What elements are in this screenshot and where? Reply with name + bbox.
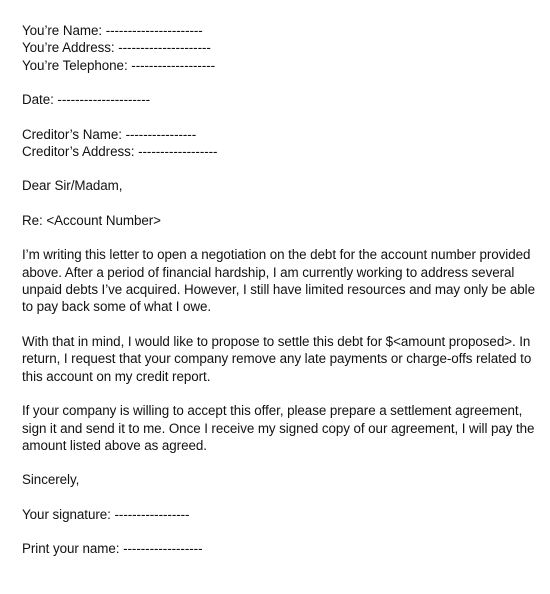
spacer (22, 195, 536, 212)
date-line: Date: --------------------- (22, 92, 151, 108)
creditor-name-line: Creditor’s Name: ---------------- (22, 126, 197, 142)
body-paragraph-2: With that in mind, I would like to propose to settle this debt for $<amount proposed>. In return, I request that your company remove any late payments or charge-offs related to this account on my credit report. (22, 333, 532, 384)
closing: Sincerely, (22, 472, 80, 488)
spacer (22, 385, 536, 402)
sender-address-line: You’re Address: --------------------- (22, 40, 211, 56)
signature-line: Your signature: ----------------- (22, 506, 190, 522)
spacer (22, 109, 536, 126)
spacer (22, 489, 536, 506)
spacer (22, 74, 536, 91)
sender-details (22, 22, 536, 74)
print-name-line: Print your name: ------------------ (22, 541, 203, 557)
spacer (22, 454, 536, 471)
reference-line: Re: <Account Number> (22, 212, 161, 228)
spacer (22, 229, 536, 246)
sender-name-line: You’re Name: ---------------------- (22, 23, 203, 38)
spacer (22, 160, 536, 177)
body-paragraph-1: I’m writing this letter to open a negotiation on the debt for the account number provided above. After a period of financial hardship, I am currently working to address several unpaid debts I’ve acquired. However, I still have limited resources and may only be able to pay back some of what I owe. (22, 247, 535, 315)
creditor-address-line: Creditor’s Address: ------------------ (22, 144, 218, 160)
sender-telephone-line: You’re Telephone: ------------------- (22, 57, 216, 73)
creditor-details (22, 126, 536, 161)
body-paragraph-3: If your company is willing to accept this offer, please prepare a settlement agreement, sign it and send it to me. Once I receive my signed copy of our agreement, I will pay the amount listed above as agreed. (22, 403, 535, 453)
salutation: Dear Sir/Madam, (22, 178, 123, 194)
spacer (22, 523, 536, 540)
spacer (22, 316, 536, 333)
